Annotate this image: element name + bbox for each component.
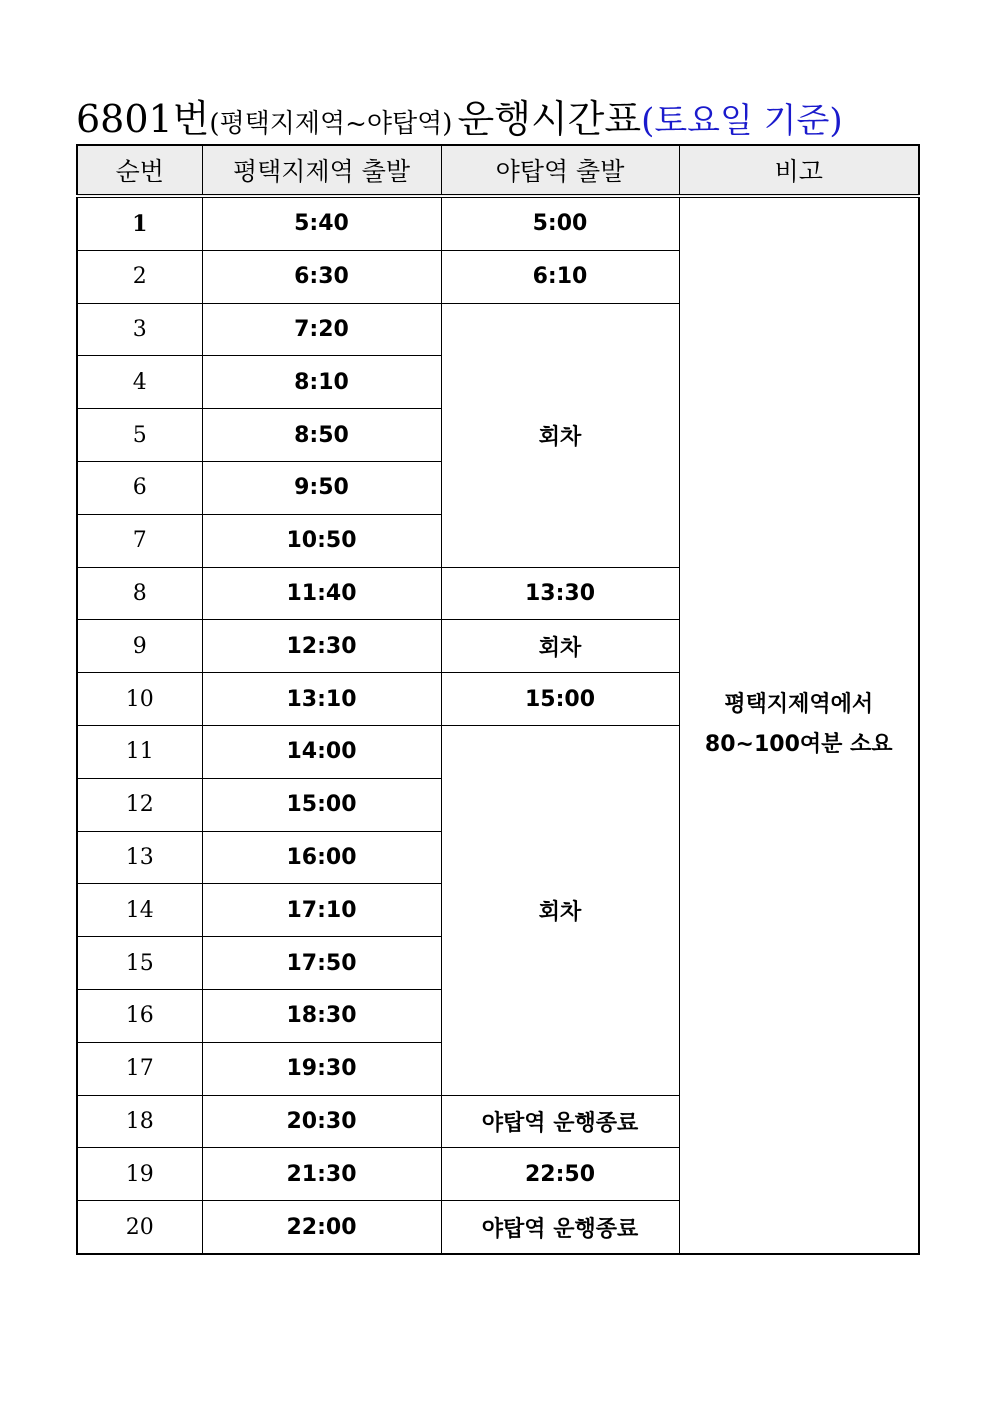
yatap-departure: 5:00 (441, 196, 679, 250)
row-number: 19 (77, 1148, 202, 1201)
pyeongtaek-departure: 17:50 (202, 937, 441, 990)
row-number: 4 (77, 356, 202, 409)
table-row (77, 196, 919, 250)
row-number: 8 (77, 567, 202, 620)
pyeongtaek-departure: 14:00 (202, 725, 441, 778)
pyeongtaek-departure: 13:10 (202, 673, 441, 726)
row-number: 16 (77, 989, 202, 1042)
row-number: 14 (77, 884, 202, 937)
header-row (77, 145, 919, 196)
row-number: 1 (77, 196, 202, 250)
col-header-no: 순번 (77, 145, 202, 196)
pyeongtaek-departure: 9:50 (202, 461, 441, 514)
pyeongtaek-departure: 8:10 (202, 356, 441, 409)
page-title (76, 88, 936, 140)
row-number: 5 (77, 409, 202, 462)
yatap-departure: 회차 (441, 303, 679, 567)
pyeongtaek-departure: 20:30 (202, 1095, 441, 1148)
yatap-departure: 야탑역 운행종료 (441, 1201, 679, 1254)
pyeongtaek-departure: 16:00 (202, 831, 441, 884)
pyeongtaek-departure: 21:30 (202, 1148, 441, 1201)
row-number: 6 (77, 461, 202, 514)
note-line: 평택지제역에서 (724, 692, 874, 718)
pyeongtaek-departure: 7:20 (202, 303, 441, 356)
yatap-departure: 야탑역 운행종료 (441, 1095, 679, 1148)
pyeongtaek-departure: 10:50 (202, 514, 441, 567)
note-line: 80~100여분 소요 (704, 732, 893, 758)
pyeongtaek-departure: 8:50 (202, 409, 441, 462)
row-number: 3 (77, 303, 202, 356)
pyeongtaek-departure: 12:30 (202, 620, 441, 673)
route-number: 6801번 (76, 97, 210, 141)
timetable-label: 운행시간표 (457, 97, 642, 141)
row-number: 12 (77, 778, 202, 831)
row-number: 18 (77, 1095, 202, 1148)
pyeongtaek-departure: 17:10 (202, 884, 441, 937)
yatap-departure: 22:50 (441, 1148, 679, 1201)
row-number: 10 (77, 673, 202, 726)
route-segment: (평택지제역~야탑역) (209, 109, 453, 139)
pyeongtaek-departure: 19:30 (202, 1042, 441, 1095)
pyeongtaek-departure: 6:30 (202, 250, 441, 303)
col-header-yatap: 야탑역 출발 (441, 145, 679, 196)
timetable (76, 144, 920, 1255)
row-number: 9 (77, 620, 202, 673)
yatap-departure: 6:10 (441, 250, 679, 303)
pyeongtaek-departure: 15:00 (202, 778, 441, 831)
row-number: 13 (77, 831, 202, 884)
row-number: 20 (77, 1201, 202, 1254)
yatap-departure: 회차 (441, 725, 679, 1095)
pyeongtaek-departure: 5:40 (202, 196, 441, 250)
pyeongtaek-departure: 22:00 (202, 1201, 441, 1254)
note-cell (679, 196, 919, 1254)
col-header-note: 비고 (679, 145, 919, 196)
col-header-pyeongtaek: 평택지제역 출발 (202, 145, 441, 196)
day-basis: (토요일 기준) (641, 101, 843, 141)
yatap-departure: 15:00 (441, 673, 679, 726)
row-number: 17 (77, 1042, 202, 1095)
pyeongtaek-departure: 11:40 (202, 567, 441, 620)
pyeongtaek-departure: 18:30 (202, 989, 441, 1042)
row-number: 7 (77, 514, 202, 567)
row-number: 2 (77, 250, 202, 303)
yatap-departure: 13:30 (441, 567, 679, 620)
row-number: 15 (77, 937, 202, 990)
row-number: 11 (77, 725, 202, 778)
yatap-departure: 회차 (441, 620, 679, 673)
